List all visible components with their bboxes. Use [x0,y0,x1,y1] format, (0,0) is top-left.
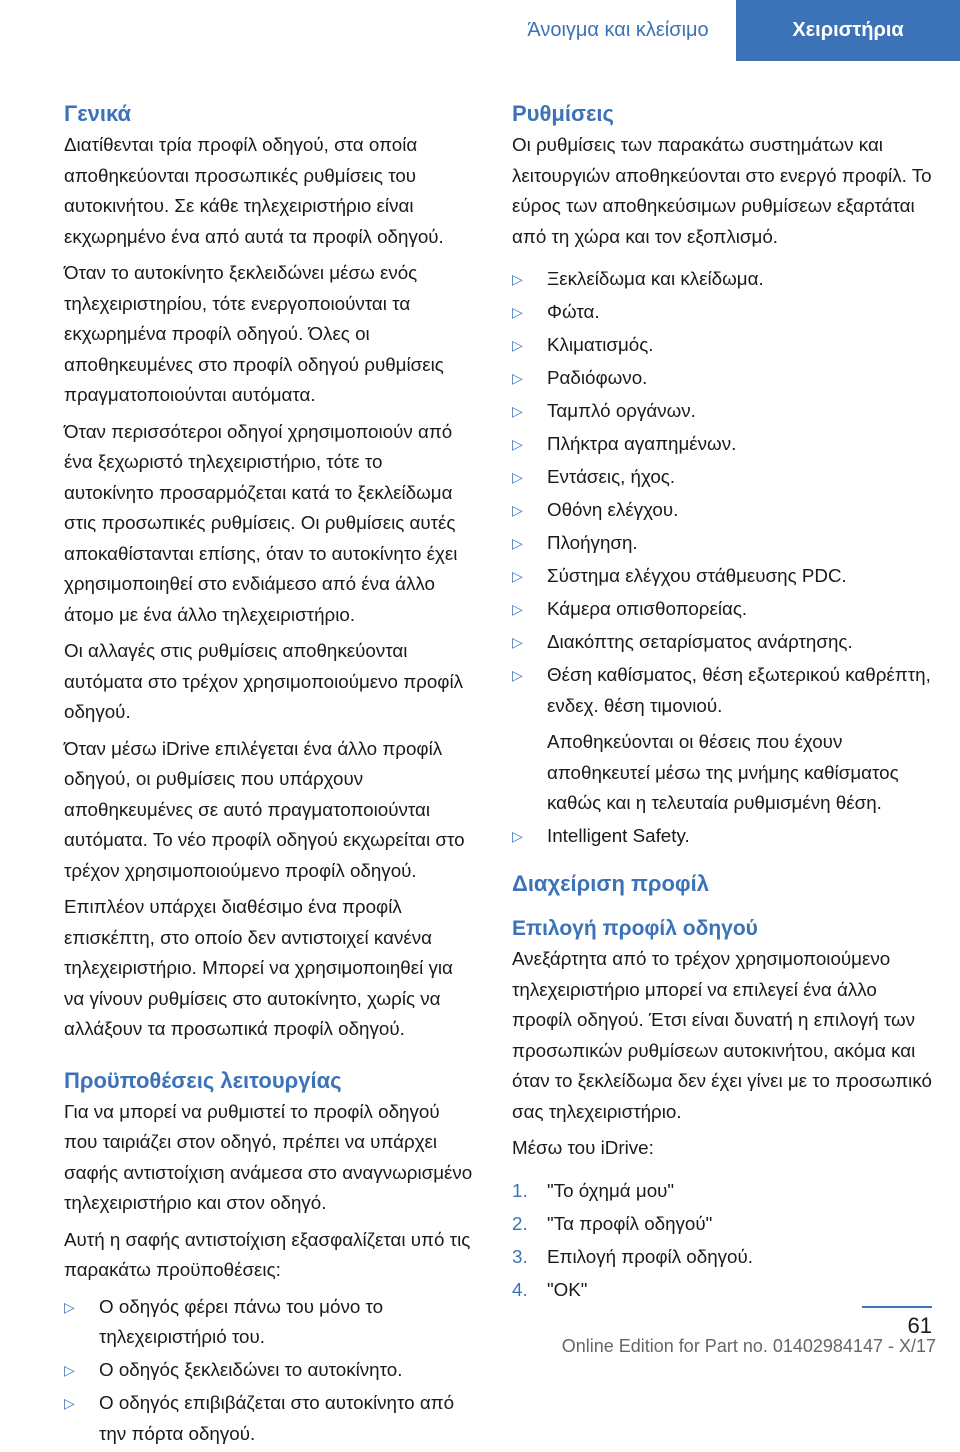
list-item: ▷ Φώτα. [512,297,932,328]
triangle-bullet-icon: ▷ [512,601,523,617]
triangle-bullet-icon: ▷ [512,436,523,452]
settings-intro: Οι ρυθμίσεις των παρακάτω συστημάτων και λειτουργιών αποθηκεύονται στο ενεργό προφίλ. Το εύρος των αποθηκεύσιμων ρυθμίσεων εξαρτάται από τη χώρα και τον εξοπλισμό. [512,134,932,247]
page-number-rule [862,1306,932,1308]
list-item: ▷ Κάμερα οπισθοπορείας. [512,594,932,625]
settings-heading: Ρυθμίσεις [512,101,614,126]
triangle-bullet-icon: ▷ [512,667,523,683]
triangle-bullet-icon: ▷ [512,828,523,844]
page-header [0,0,960,61]
step-number: 4. [512,1278,528,1300]
step-item: 2. "Τα προφίλ οδηγού" [512,1209,932,1240]
list-item: ▷ Πλοήγηση. [512,528,932,559]
list-item: ▷ Ραδιόφωνο. [512,363,932,394]
prerequisites-paragraph: Για να μπορεί να ρυθμιστεί το προφίλ οδηγού που ταιριάζει στον οδηγό, πρέπει να υπάρχει σαφής αντιστοίχιση ανάμεσα στο αναγνωρισμένο τηλεχειριστήριο και στον οδηγό. [64,1100,473,1213]
general-paragraph: Διατίθενται τρία προφίλ οδηγού, στα οποία αποθηκεύονται προσωπικές ρυθμίσεις του αυτοκινήτου. Σε κάθε τηλεχειριστήριο είναι εκχωρημένο ένα από αυτά τα προφίλ οδηγού. [64,134,444,247]
settings-list [512,264,932,852]
prerequisites-paragraph: Αυτή η σαφής αντιστοίχιση εξασφαλίζεται υπό τις παρακάτω προϋποθέσεις: [64,1228,471,1280]
list-item: ▷ Θέση καθίσματος, θέση εξωτερικού καθρέπτη, ενδεχ. θέση τιμονιού. Αποθηκεύονται οι θέσεις που έχουν αποθηκευτεί μέσω της μνήμης καθίσματος καθώς και η τελευταία ρυθμισμένη θέση. [512,660,932,819]
triangle-bullet-icon: ▷ [512,337,523,353]
general-paragraph: Οι αλλαγές στις ρυθμίσεις αποθηκεύονται αυτόματα στο τρέχον χρησιμοποιούμενο προφίλ οδηγού. [64,640,464,722]
list-item: ▷ Intelligent Safety. [512,821,932,852]
triangle-bullet-icon: ▷ [512,403,523,419]
triangle-bullet-icon: ▷ [512,370,523,386]
step-item: 4. "OK" [512,1275,932,1306]
triangle-bullet-icon: ▷ [512,535,523,551]
triangle-bullet-icon: ▷ [512,469,523,485]
list-item: ▷ Εντάσεις, ήχος. [512,462,932,493]
list-item: ▷ Διακόπτης σεταρίσματος ανάρτησης. [512,627,932,658]
steps-list [512,1176,932,1306]
list-item: ▷ Κλιματισμός. [512,330,932,361]
select-profile-paragraph: Μέσω του iDrive: [512,1137,654,1158]
select-profile-paragraph: Ανεξάρτητα από το τρέχον χρησιμοποιούμενο τηλεχειριστήριο μπορεί να επιλεγεί ένα άλλο προφίλ οδηγού. Έτσι είναι δυνατή η επιλογή των προσωπικών ρυθμίσεων αυτοκινήτου, ακόμα και όταν το ξεκλείδωμα δεν έχει γίνει με το προσωπικό σας τηλεχειριστήριο. [512,948,932,1122]
settings-sub-note: Αποθηκεύονται οι θέσεις που έχουν αποθηκευτεί μέσω της μνήμης καθίσματος καθώς και η τελευταία ρυθμισμένη θέση. [547,731,899,813]
list-item: ▷ Πλήκτρα αγαπημένων. [512,429,932,460]
chapter-tab: Χειριστήρια [736,0,960,61]
step-item: 1. "Το όχημά μου" [512,1176,932,1207]
general-paragraph: Όταν μέσω iDrive επιλέγεται ένα άλλο προφίλ οδηγού, οι ρυθμίσεις που υπάρχουν αποθηκευμένες σε αυτό πραγματοποιούνται αυτόματα. Το νέο προφίλ οδηγού εκχωρείται στο τρέχον χρησιμοποιούμενο προφίλ οδηγού. [64,737,465,881]
general-paragraph: Όταν το αυτοκίνητο ξεκλειδώνει μέσω ενός τηλεχειριστηρίου, τότε ενεργοποιούνται τα εκχωρημένα προφίλ οδηγού. Όλες οι αποθηκευμένες στο προφίλ οδηγού ρυθμίσεις πραγματοποιούνται αυτόματα. [64,262,444,405]
list-item: ▷ Ταμπλό οργάνων. [512,396,932,427]
general-paragraph: Όταν περισσότεροι οδηγοί χρησιμοποιούν από ένα ξεχωριστό τηλεχειριστήριο, τότε το αυτοκίνητο προσαρμόζεται κατά το ξεκλείδωμα στις προσωπικές ρυθμίσεις. Οι ρυθμίσεις αυτές αποκαθίστανται επίσης, όταν το αυτοκίνητο έχει χρησιμοποιηθεί στο ενδιάμεσο από ένα άλλο άτομο με ένα άλλο τηλεχειριστήριο. [64,420,458,625]
triangle-bullet-icon: ▷ [512,304,523,320]
left-column [64,98,476,1452]
list-item: ▷ Σύστημα ελέγχου στάθμευσης PDC. [512,561,932,592]
footer-edition: Online Edition for Part no. 01402984147 - X/17 [561,1336,936,1356]
prerequisites-list [64,1292,476,1450]
prerequisites-heading: Προϋποθέσεις λειτουργίας [64,1067,342,1093]
step-number: 2. [512,1212,528,1234]
list-item: ▷ Ο οδηγός φέρει πάνω του μόνο το τηλεχειριστήριό του. [64,1292,476,1353]
right-column [512,98,932,1308]
list-item: ▷ Ο οδηγός ξεκλειδώνει το αυτοκίνητο. [64,1355,476,1386]
section-title: Άνοιγμα και κλείσιμο [527,19,709,41]
triangle-bullet-icon: ▷ [512,502,523,518]
triangle-bullet-icon: ▷ [64,1362,75,1378]
list-item: ▷ Ξεκλείδωμα και κλείδωμα. [512,264,932,295]
general-paragraph: Επιπλέον υπάρχει διαθέσιμο ένα προφίλ επισκέπτη, στο οποίο δεν αντιστοιχεί κανένα τηλεχειριστήριο. Μπορεί να χρησιμοποιηθεί για να γίνουν ρυθμίσεις στο αυτοκίνητο, χωρίς να αλλάξουν τα προσωπικά προφίλ οδηγού. [64,896,453,1039]
select-profile-heading: Επιλογή προφίλ οδηγού [512,917,758,940]
general-heading: Γενικά [64,101,132,126]
list-item: ▷ Ο οδηγός επιβιβάζεται στο αυτοκίνητο από την πόρτα οδηγού. [64,1388,476,1449]
triangle-bullet-icon: ▷ [64,1298,75,1315]
page-number: 61 [907,1313,932,1338]
list-item: ▷ Οθόνη ελέγχου. [512,495,932,526]
manage-profiles-heading: Διαχείριση προφίλ [512,871,709,896]
step-number: 1. [512,1179,528,1201]
triangle-bullet-icon: ▷ [64,1395,75,1411]
step-number: 3. [512,1245,528,1267]
step-item: 3. Επιλογή προφίλ οδηγού. [512,1242,932,1273]
triangle-bullet-icon: ▷ [512,271,523,287]
triangle-bullet-icon: ▷ [512,568,523,584]
triangle-bullet-icon: ▷ [512,634,523,650]
